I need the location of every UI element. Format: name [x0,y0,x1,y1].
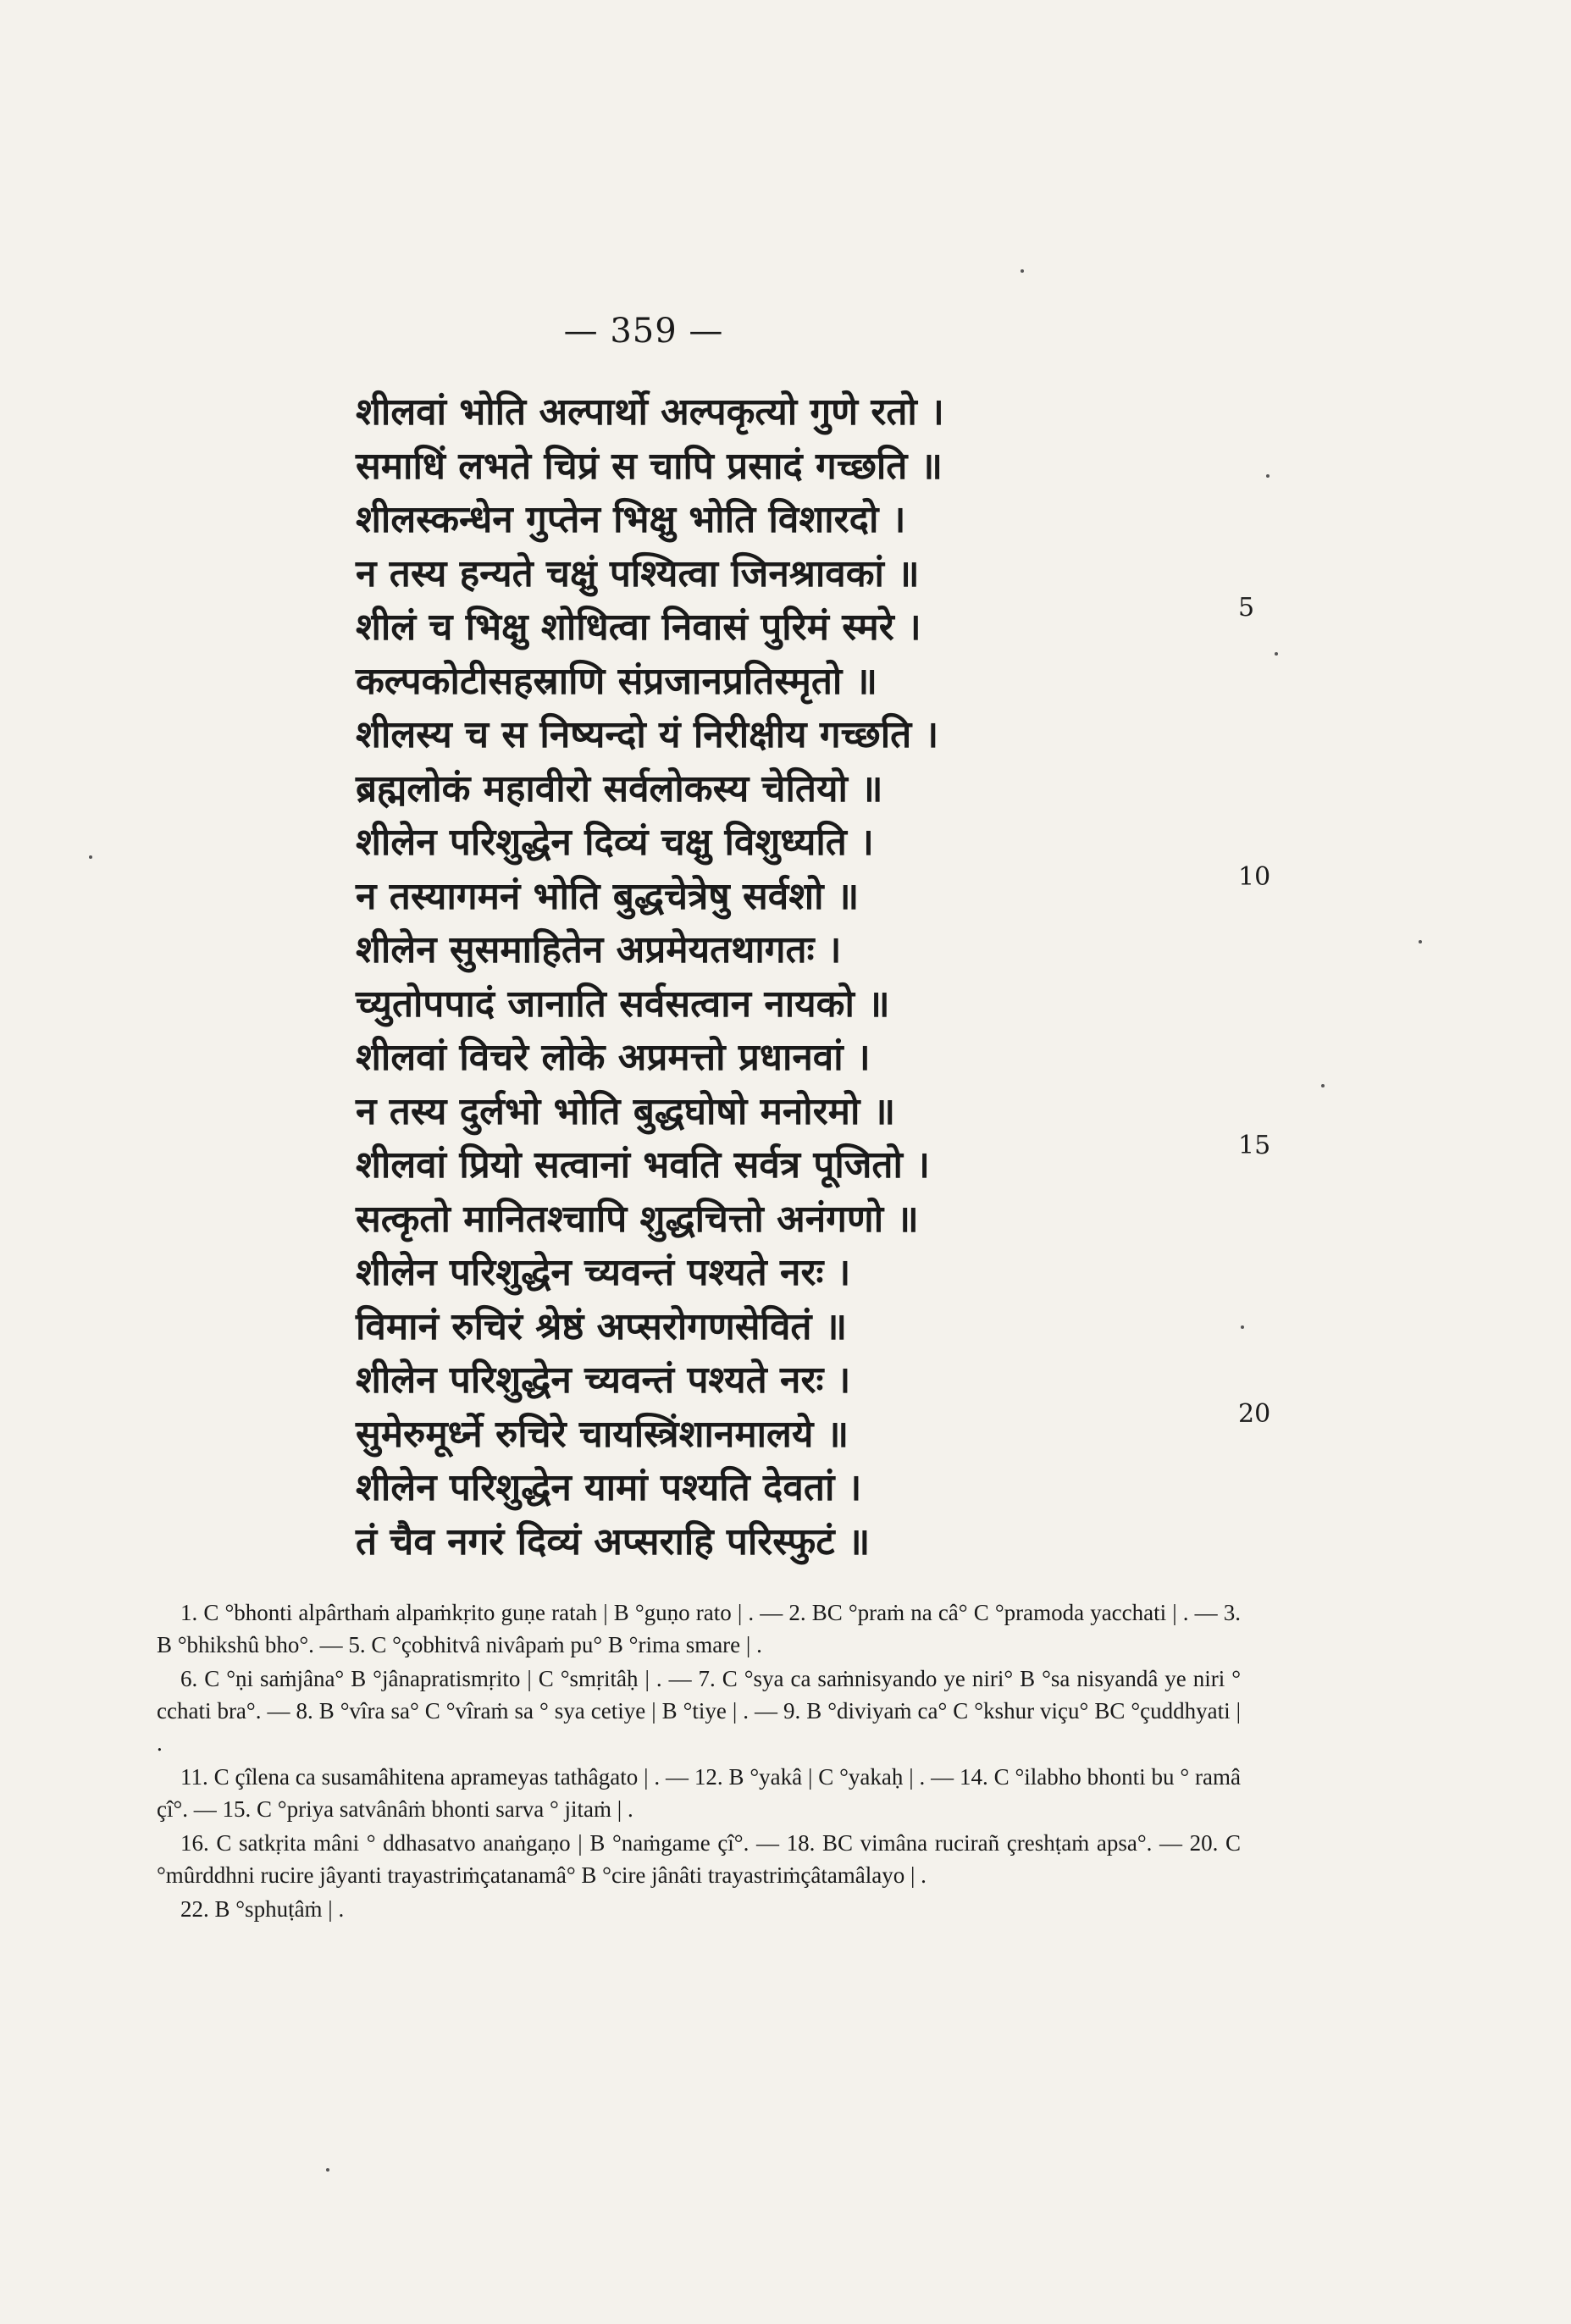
verse-line: शीलेन परिशुद्धेन च्यवन्तं पश्यते नरः । [356,1251,851,1294]
verse-line: न तस्य दुर्लभो भोति बुद्धघोषो मनोरमो ॥ [356,1089,896,1133]
scan-speck [89,855,92,859]
scan-speck [1321,1084,1325,1087]
verse-line: न तस्य हन्यते चक्षुं पश्यित्वा जिनश्रावकां ॥ [356,551,920,595]
verse-line: समाधिं लभते चिप्रं स चापि प्रसादं गच्छति ॥ [356,444,943,488]
verse-line: शीलेन सुसमाहितेन अप्रमेयतथागतः । [356,928,842,971]
footnote-paragraph: 1. C °bhonti alpârthaṁ alpaṁkṛito guṇe ratah | B °guṇo rato | . — 2. BC °praṁ na câ° C °pramoda yacchati | . — 3. B °bhikshû bho°. — 5. C °çobhitvâ nivâpaṁ pu° B °rima smare | . [157,1600,1241,1657]
verse-line: शीलेन परिशुद्धेन दिव्यं चक्षु विशुध्यति । [356,821,874,864]
verse-line: शीलवां प्रियो सत्वानां भवति सर्वत्र पूजितो । [356,1143,930,1187]
verse-line: शीलेन परिशुद्धेन यामां पश्यति देवतां । [356,1466,862,1509]
footnotes [157,1596,1241,1927]
verse-line: कल्पकोटीसहस्राणि संप्रजानप्रतिस्मृतो ॥ [356,659,877,703]
page-number: — 359 — [563,312,724,351]
scan-speck [1241,1325,1244,1329]
verse-line: च्युतोपपादं जानाति सर्वसत्वान नायको ॥ [356,982,890,1026]
footnote-paragraph: 16. C satkṛita mâni ° ddhasatvo anaṅgaṇo | B °naṁgame çî°. — 18. BC vimâna rucirañ çreshṭaṁ apsa°. — 20. C °mûrddhni rucire jâyanti trayastriṁçatanamâ° B °cire jânâti trayastriṁçâtamâlayo | . [157,1830,1241,1888]
verse-line: विमानं रुचिरं श्रेष्ठं अप्सरोगणसेवितं ॥ [356,1304,848,1348]
verse-line: शीलस्कन्धेन गुप्तेन भिक्षु भोति विशारदो । [356,498,906,541]
verse-line: सुमेरुमूर्ध्ने रुचिरे चायस्त्रिंशानमालये ॥ [356,1412,849,1456]
scan-speck [1266,474,1270,478]
scan-speck [1275,652,1278,656]
scan-speck [1419,940,1422,943]
verse-line: सत्कृतो मानितश्चापि शुद्धचित्तो अनंगणो ॥ [356,1197,919,1241]
footnote-paragraph: 11. C çîlena ca susamâhitena aprameyas tathâgato | . — 12. B °yakâ | C °yakaḥ | . — 14. C °ilabho bhonti bu ° ramâ çî°. — 15. C °priya satvânâṁ bhonti sarva ° jitaṁ | . [157,1764,1241,1822]
scan-speck [326,2168,329,2172]
verse-line: न तस्यागमनं भोति बुद्धचेत्रेषु सर्वशो ॥ [356,874,860,918]
verse-line: तं चैव नगरं दिव्यं अप्सराहि परिस्फुटं ॥ [356,1519,871,1563]
verse-line: शीलस्य च स निष्यन्दो यं निरीक्षीय गच्छति । [356,713,939,756]
footnote-paragraph: 6. C °ṇi saṁjâna° B °jânapratismṛito | C °smṛitâḥ | . — 7. C °sya ca saṁnisyando ye niri° B °sa nisyandâ ye niri ° cchati bra°. — 8. B °vîra sa° C °vîraṁ sa ° sya cetiye | B °tiye | . — 9. B °diviyaṁ ca° C °kshur viçu° BC °çuddhyati | . [157,1666,1241,1756]
verse-line: शीलवां विचरे लोके अप्रमत्तो प्रधानवां । [356,1036,871,1079]
scan-speck [1021,269,1024,273]
line-number-marker: 15 [1238,1131,1271,1160]
footnote-paragraph: 22. B °sphuṭâṁ | . [180,1896,345,1922]
verse-line: शीलवां भोति अल्पार्थो अल्पकृत्यो गुणे रतो । [356,390,944,434]
verse-block [356,385,1287,1569]
line-number-marker: 10 [1238,862,1271,892]
line-number-marker: 5 [1238,593,1255,622]
line-number-marker: 20 [1238,1399,1271,1429]
verse-line: शीलं च भिक्षु शोधित्वा निवासं पुरिमं स्मरे । [356,606,921,649]
verse-line: ब्रह्मलोकं महावीरो सर्वलोकस्य चेतियो ॥ [356,766,883,811]
verse-line: शीलेन परिशुद्धेन च्यवन्तं पश्यते नरः । [356,1358,851,1402]
